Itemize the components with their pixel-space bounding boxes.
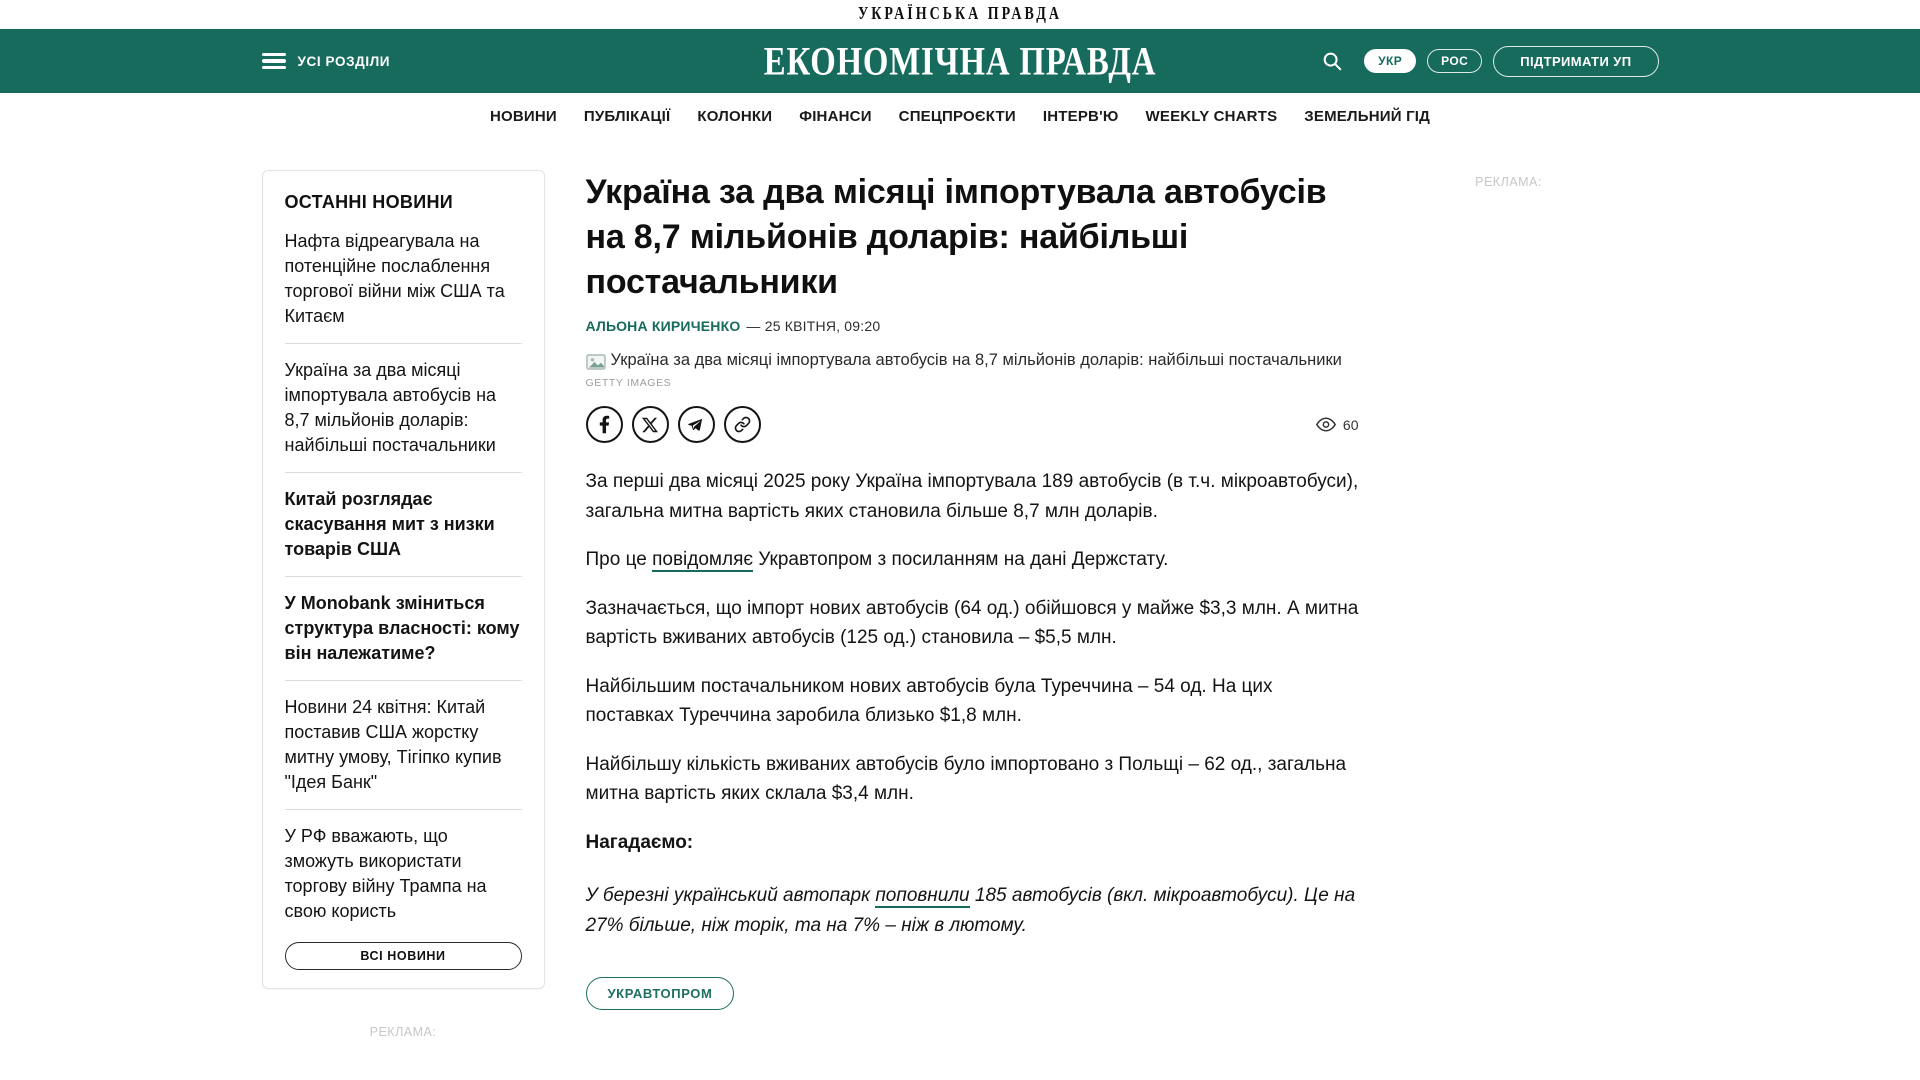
latest-news-card	[262, 170, 545, 989]
source-link[interactable]: повідомляє	[652, 549, 754, 570]
nav-item-kolonky[interactable]: КОЛОНКИ	[697, 108, 773, 125]
tags-row	[586, 977, 1359, 1010]
ukrainska-pravda-logo[interactable]: УКРАЇНСЬКА ПРАВДА	[857, 4, 1063, 24]
right-ad-column	[1359, 170, 1659, 189]
x-share-icon[interactable]	[632, 406, 669, 443]
view-counter	[1316, 417, 1359, 433]
paragraph	[586, 545, 1359, 575]
nav-item-spetsproekty[interactable]: СПЕЦПРОЄКТИ	[898, 108, 1016, 125]
telegram-share-icon[interactable]	[678, 406, 715, 443]
eye-icon	[1316, 417, 1336, 432]
sidebar-news-item[interactable]: Нафта відреагувала на потенційне послаблення торгової війни між США та Китаєм	[284, 231, 505, 326]
copy-link-icon[interactable]	[724, 406, 761, 443]
all-sections-menu-button[interactable]	[262, 53, 391, 70]
share-row	[586, 406, 1359, 443]
article-body	[586, 467, 1359, 940]
paragraph-italic	[586, 881, 1359, 940]
article-broken-image	[586, 351, 1359, 371]
top-bar	[0, 0, 1920, 29]
article-author-link[interactable]: АЛЬОНА КИРИЧЕНКО	[585, 318, 741, 334]
facebook-share-icon[interactable]	[586, 406, 623, 443]
sidebar-news-item[interactable]: У Monobank зміниться структура власності: кому він належатиме?	[284, 593, 520, 663]
sidebar-news-item[interactable]: У РФ вважають, що зможуть використати торгову війну Трампа на свою користь	[284, 826, 487, 921]
text: Укравтопром з посиланням на дані Держстату.	[753, 549, 1169, 570]
article-meta	[586, 318, 1359, 334]
support-up-button[interactable]: ПІДТРИМАТИ УП	[1493, 46, 1658, 77]
nav-item-novyny[interactable]: НОВИНИ	[489, 108, 557, 125]
related-link[interactable]: поповнили	[875, 885, 970, 906]
paragraph: Найбільшим постачальником нових автобусів була Туреччина – 54 од. На цих поставках Туреччина заробила близько $1,8 млн.	[585, 675, 1273, 726]
nav-item-publikatsii[interactable]: ПУБЛІКАЦІЇ	[583, 108, 671, 125]
main-nav	[0, 93, 1920, 139]
site-header	[0, 29, 1920, 93]
image-credit: GETTY IMAGES	[585, 377, 672, 389]
paragraph: Зазначається, що імпорт нових автобусів (64 од.) обійшовся у майже $3,3 млн. А митна вартість вживаних автобусів (125 од.) становила – $5,5 млн.	[585, 597, 1359, 648]
view-count: 60	[1342, 416, 1359, 433]
article	[586, 170, 1359, 1010]
latest-news-title: ОСТАННІ НОВИНИ	[284, 192, 453, 212]
text: 185 автобусів (вкл. мікроавтобуси). Це на 27% більше, ніж торік, та на 7% – ніж в лютому.	[585, 885, 1356, 936]
search-icon[interactable]	[1319, 48, 1345, 74]
all-news-button[interactable]: ВСІ НОВИНИ	[285, 942, 522, 970]
paragraph: Найбільшу кількість вживаних автобусів було імпортовано з Польщі – 62 од., загальна митна вартість яких склала $3,4 млн.	[585, 753, 1347, 804]
lang-toggle-ros[interactable]: РОС	[1427, 49, 1482, 73]
sidebar	[262, 170, 545, 1039]
paragraph: За перші два місяці 2025 року Україна імпортувала 189 автобусів (в т.ч. мікроавтобуси), загальна митна вартість яких становила більше 8,7 млн доларів.	[585, 471, 1359, 522]
broken-image-icon	[586, 354, 606, 371]
nav-item-intervyu[interactable]: ІНТЕРВ'Ю	[1042, 108, 1119, 125]
text: Про це	[585, 549, 653, 570]
article-date: — 25 КВІТНЯ, 09:20	[746, 318, 881, 334]
sidebar-news-item[interactable]: Китай розглядає скасування мит з низки товарів США	[284, 489, 495, 559]
menu-label: УСІ РОЗДІЛИ	[297, 53, 391, 69]
divider	[285, 343, 522, 344]
sidebar-news-item[interactable]: Україна за два місяці імпортувала автобусів на 8,7 мільйонів доларів: найбільші постачальники	[284, 360, 497, 455]
nav-item-finansy[interactable]: ФІНАНСИ	[799, 108, 872, 125]
divider	[285, 576, 522, 577]
ekonomichna-pravda-logo[interactable]: ЕКОНОМІЧНА ПРАВДА	[763, 38, 1157, 84]
text: У березні український автопарк	[585, 885, 876, 906]
article-title: Україна за два місяці імпортувала автобусів на 8,7 мільйонів доларів: найбільші постачальники	[585, 173, 1327, 301]
paragraph-remind: Нагадаємо:	[585, 831, 694, 853]
divider	[285, 680, 522, 681]
sidebar-news-item[interactable]: Новини 24 квітня: Китай поставив США жорстку митну умову, Тігіпко купив "Ідея Банк"	[284, 697, 502, 792]
nav-item-zemelnyi-hid[interactable]: ЗЕМЕЛЬНИЙ ГІД	[1304, 108, 1431, 125]
lang-toggle-ukr[interactable]: УКР	[1364, 49, 1416, 73]
sidebar-ad-label: РЕКЛАМА:	[369, 1025, 437, 1039]
image-alt-text: Україна за два місяці імпортувала автобусів на 8,7 мільйонів доларів: найбільші постачальники	[610, 351, 1342, 369]
right-ad-label: РЕКЛАМА:	[1475, 175, 1542, 189]
tag-ukravtoprom[interactable]: УКРАВТОПРОМ	[586, 977, 735, 1010]
nav-item-weekly-charts[interactable]: WEEKLY CHARTS	[1145, 108, 1278, 125]
divider	[285, 472, 522, 473]
hamburger-icon	[262, 53, 286, 70]
divider	[285, 809, 522, 810]
